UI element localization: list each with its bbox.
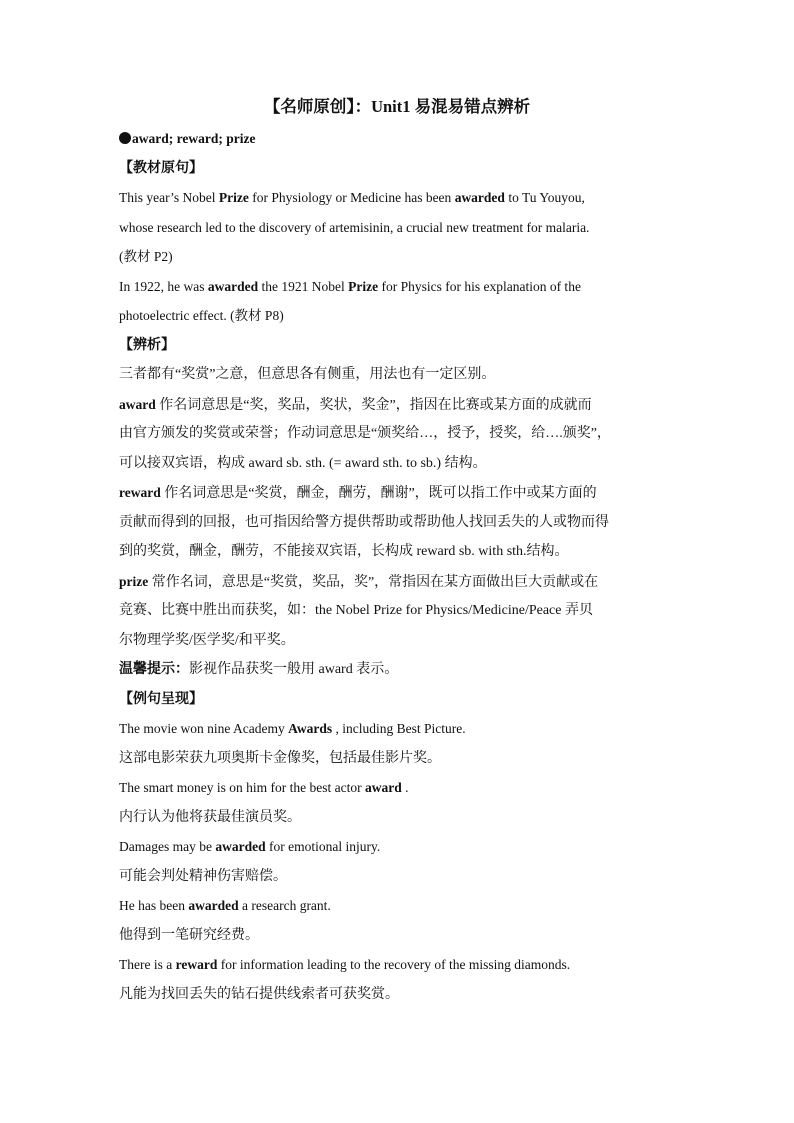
example-zh: 他得到一笔研究经费。 xyxy=(119,927,259,943)
example-zh: 内行认为他将获最佳演员奖。 xyxy=(119,809,301,825)
reward-definition-line-1: reward 作名词意思是“奖赏，酬金，酬劳，酬谢”，既可以指工作中或某方面的 xyxy=(119,485,597,501)
textbook-sentence-1-line-3: (教材 P2) xyxy=(119,249,173,264)
analysis-intro: 三者都有“奖赏”之意，但意思各有侧重，用法也有一定区别。 xyxy=(119,367,496,382)
award-definition-line-3: 可以接双宾语，构成 award sb. sth. (= award sth. to sb.) 结构。 xyxy=(119,455,487,471)
examples-list xyxy=(119,714,675,1009)
example-zh: 可能会判处精神伤害赔偿。 xyxy=(119,868,287,884)
example-en: He has been awarded a research grant. xyxy=(119,898,331,913)
textbook-sentence-1-line-1: This year’s Nobel Prize for Physiology or Medicine has been awarded to Tu Youyou, xyxy=(119,190,585,205)
example-zh: 凡能为找回丢失的钻石提供线索者可获奖赏。 xyxy=(119,986,399,1002)
section-textbook-heading: 【教材原句】 xyxy=(119,160,203,176)
example-en: The movie won nine Academy Awards , including Best Picture. xyxy=(119,721,466,736)
textbook-sentence-2-line-2: photoelectric effect. (教材 P8) xyxy=(119,308,284,323)
page-title: 【名师原创】：Unit1 易混易错点辨析 xyxy=(263,97,531,116)
reward-definition-line-2: 贡献而得到的回报，也可指因给警方提供帮助或帮助他人找回丢失的人或物而得 xyxy=(119,514,609,530)
example-en: Damages may be awarded for emotional injury. xyxy=(119,839,381,854)
prize-definition-line-3: 尔物理学奖/医学奖/和平奖。 xyxy=(119,632,295,648)
textbook-sentence-2-line-1: In 1922, he was awarded the 1921 Nobel Prize for Physics for his explanation of the xyxy=(119,278,581,294)
textbook-sentence-1-line-2: whose research led to the discovery of artemisinin, a crucial new treatment for malaria. xyxy=(119,219,590,235)
bullet-dot-icon xyxy=(119,132,131,144)
prize-definition-line-1: prize 常作名词，意思是“奖赏，奖品，奖”，常指因在某方面做出巨大贡献或在 xyxy=(119,573,599,590)
reward-definition-line-3: 到的奖赏，酬金，酬劳，不能接双宾语，长构成 reward sb. with sth.结构。 xyxy=(119,544,569,559)
award-definition-line-2: 由官方颁发的奖赏或荣誉；作动词意思是“颁奖给…，授予，授奖，给….颁奖”， xyxy=(119,426,611,441)
section-examples-heading: 【例句呈现】 xyxy=(119,691,203,707)
example-en: There is a reward for information leading to the recovery of the missing diamonds. xyxy=(119,957,571,972)
prize-definition-line-2: 竞赛、比赛中胜出而获奖，如：the Nobel Prize for Physics/Medicine/Peace 弄贝 xyxy=(119,603,593,618)
example-zh: 这部电影荣获九项奥斯卡金像奖，包括最佳影片奖。 xyxy=(119,750,441,766)
document-page xyxy=(119,96,675,1009)
topic-heading: award; reward; prize xyxy=(119,124,675,154)
award-definition-line-1: award 作名词意思是“奖，奖品，奖状，奖金”，指因在比赛或某方面的成就而 xyxy=(119,396,592,413)
example-en: The smart money is on him for the best actor award . xyxy=(119,780,409,795)
section-analysis-heading: 【辨析】 xyxy=(119,337,175,353)
tip-note: 温馨提示：影视作品获奖一般用 award 表示。 xyxy=(119,662,399,677)
